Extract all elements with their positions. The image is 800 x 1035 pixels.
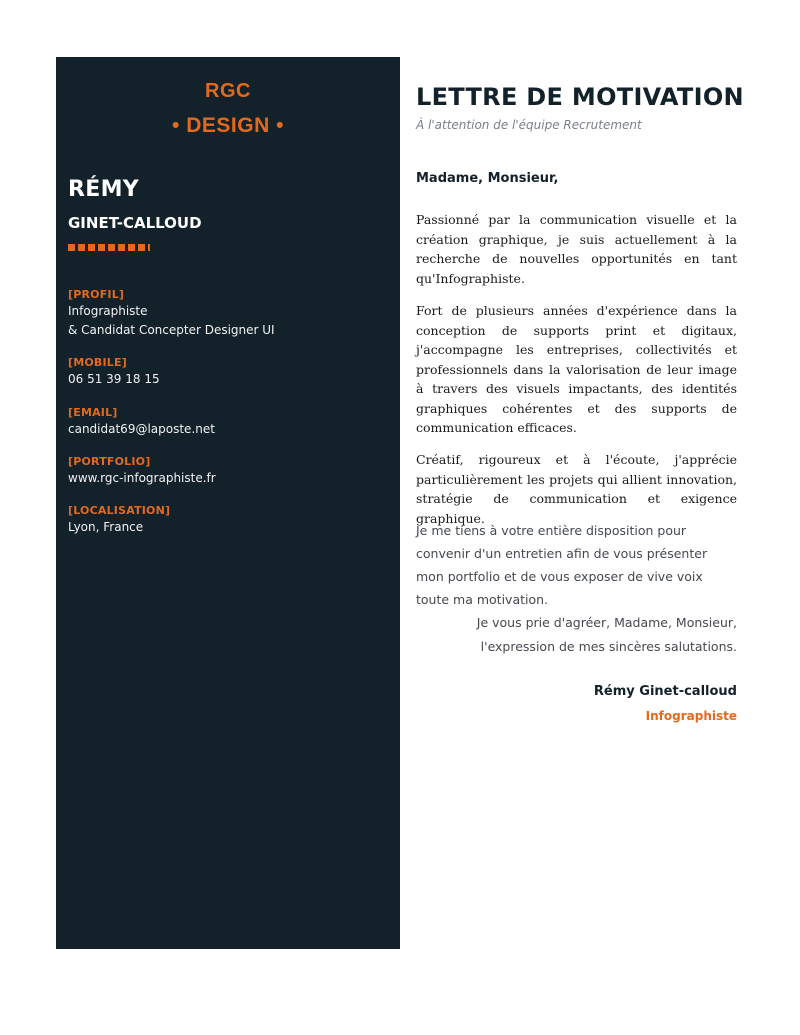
localisation-section [68,504,388,537]
closing-line-2: l'expression de mes sincères salutations. [480,639,737,654]
profil-label: [PROFIL] [68,288,125,301]
paragraph-1: Passionné par la communication visuelle et la création graphique, je suis actuellement à la recherche de nouvelles opportunités en tant qu'Infographiste. [416,212,737,286]
email-value[interactable]: candidat69@laposte.net [68,422,215,436]
portfolio-section [68,455,388,488]
mobile-section [68,356,388,389]
profil-line-2: & Candidat Concepter Designer UI [68,323,275,337]
name-underline-decoration [68,244,150,251]
letter-title: LETTRE DE MOTIVATION [416,83,744,111]
mobile-label: [MOBILE] [68,356,127,369]
paragraph-4: Je me tiens à votre entière disposition pour convenir d'un entretien afin de vous présenter mon portfolio et de vous exposer de vive voix toute ma motivation. [416,523,708,607]
sidebar [56,57,400,949]
profil-section [68,288,388,340]
mobile-value: 06 51 39 18 15 [68,372,160,386]
portfolio-link[interactable]: www.rgc-infographiste.fr [68,471,216,485]
logo [56,79,400,139]
email-section [68,406,388,439]
signature-name: Rémy Ginet-calloud [593,684,737,699]
logo-line-1: RGC [205,80,251,102]
localisation-label: [LOCALISATION] [68,504,171,517]
last-name: GINET-CALLOUD [68,214,202,232]
portfolio-label: [PORTFOLIO] [68,455,151,468]
profil-line-1: Infographiste [68,304,148,318]
salutation: Madame, Monsieur, [416,171,559,186]
localisation-value: Lyon, France [68,520,144,534]
email-label: [EMAIL] [68,406,118,419]
signature-role: Infographiste [645,709,737,723]
first-name: RÉMY [68,177,139,202]
paragraph-3: Créatif, rigoureux et à l'écoute, j'apprécie particulièrement les projets qui allient innovation, stratégie de communication et exigence graphique. [416,452,737,526]
closing-line-1: Je vous prie d'agréer, Madame, Monsieur, [476,615,737,630]
logo-line-2: • DESIGN • [172,114,284,137]
paragraph-2: Fort de plusieurs années d'expérience dans la conception de supports print et digitaux, j'accompagne les entreprises, collectivités et professionnels dans la valorisation de leur image à travers des visuels impactants, des identités graphiques cohérentes et des supports de communication efficaces. [416,303,737,435]
letter-subtitle: À l'attention de l'équipe Recrutement [416,118,642,132]
